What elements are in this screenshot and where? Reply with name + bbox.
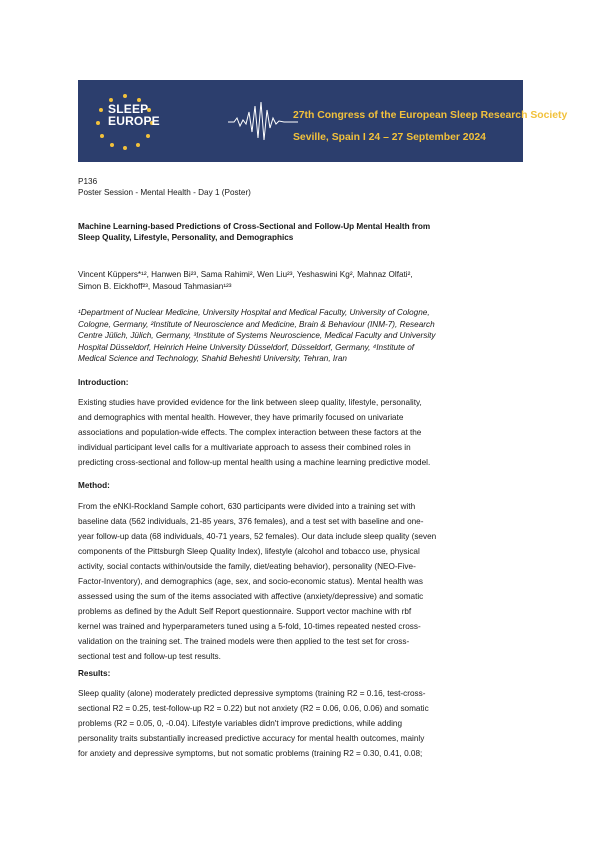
body-line: sectional R2 = 0.25, test-follow-up R2 = 0.22) but not anxiety (R2 = 0.06, 0.06, 0.06) and somatic [78, 704, 429, 713]
body-line: kernel was trained and hyperparameters tuned using a 5-fold, 10-times repeated nested cross- [78, 622, 421, 631]
abstract-title-line-2: Sleep Quality, Lifestyle, Personality, and Demographics [78, 233, 294, 242]
body-line: for anxiety and depressive symptoms, but not somatic problems (training R2 = 0.30, 0.41, 0.08; [78, 749, 423, 758]
abstract-title-line-1: Machine Learning-based Predictions of Cross-Sectional and Follow-Up Mental Health from [78, 222, 431, 231]
authors-line: Simon B. Eickhoff²³, Masoud Tahmasian¹²³ [78, 281, 232, 291]
affiliation-line: Centre Jülich, Jülich, Germany, ³Institute of Systems Neuroscience, Medical Faculty and University [78, 331, 436, 340]
body-line: personality traits substantially increased predictive accuracy for mental health outcomes, mainly [78, 734, 425, 743]
body-line: problems (R2 = 0.05, 0, -0.04). Lifestyle variables didn't improve predictions, while adding [78, 719, 402, 728]
logo-line-2: EUROPE [108, 114, 160, 128]
poster-id: P136 [78, 177, 98, 186]
body-line: sectional test and follow-up test results. [78, 652, 221, 661]
section-body-method [78, 499, 523, 664]
authors [78, 269, 413, 292]
body-line: components of the Pittsburgh Sleep Quality Index), lifestyle (alcohol and tobacco use, physical [78, 547, 420, 556]
session-label: Poster Session - Mental Health - Day 1 (Poster) [78, 188, 251, 197]
authors-line: Vincent Küppers*¹², Hanwen Bi²³, Sama Rahimi², Wen Liu²³, Yeshaswini Kg², Mahnaz Olfati², [78, 270, 413, 279]
body-line: assessed using the sum of the items associated with affective (anxiety/depressive) and somatic [78, 592, 424, 601]
congress-location-date: Seville, Spain I 24 – 27 September 2024 [293, 132, 486, 143]
body-line: baseline data (562 individuals, 21-85 years, 376 females), and a test set with baseline and one- [78, 517, 424, 526]
body-line: predicting cross-sectional and follow-up mental health using a machine learning predictive model. [78, 458, 431, 467]
affiliation-line: Cologne, Germany, ²Institute of Neuroscience and Medicine, Brain & Behaviour (INM-7), Research [78, 319, 435, 329]
sleep-europe-logo [108, 103, 160, 127]
body-line: problems as defined by the Adult Self Report questionnaire. Support vector machine with rbf [78, 607, 412, 616]
affiliations [78, 307, 436, 365]
body-line: From the eNKI-Rockland Sample cohort, 630 participants were divided into a training set with [78, 502, 416, 511]
body-line: validation on the training set. The trained models were then applied to the test set for cross- [78, 637, 410, 646]
body-line: associations and population-wide effects. The complex interaction between these factors at the [78, 428, 422, 437]
body-line: year follow-up data (68 individuals, 40-71 years, 52 females). Our data include sleep quality (seven [78, 532, 437, 541]
section-heading-introduction: Introduction: [78, 378, 129, 387]
body-line: and demographics with mental health. However, they have primarily focused on univariate [78, 413, 404, 422]
body-line: Existing studies have provided evidence for the link between sleep quality, lifestyle, personality, [78, 398, 422, 407]
affiliation-line: Medical Science and Technology, Shahid Beheshti University, Tehran, Iran [78, 354, 347, 363]
body-line: Sleep quality (alone) moderately predicted depressive symptoms (training R2 = 0.16, test-cross- [78, 689, 426, 698]
body-line: activity, social contacts within/outside the family, diet/eating behavior), personality (NEO-Five- [78, 562, 416, 571]
congress-title: 27th Congress of the European Sleep Research Society [293, 110, 568, 121]
body-line: individual participant level calls for a multivariate approach to assess their combined roles in [78, 443, 411, 452]
affiliation-line: Hospital Düsseldorf, Heinrich Heine University Düsseldorf, Düsseldorf, Germany, ⁴Institute of [78, 342, 415, 352]
congress-banner [78, 80, 568, 162]
section-body-results [78, 686, 523, 761]
section-heading-method: Method: [78, 481, 110, 490]
section-body-introduction [78, 395, 523, 470]
logo-line-1: SLEEP [108, 102, 149, 116]
eeg-wave-icon [228, 98, 298, 144]
body-line: Factor-Inventory), and demographics (age, sex, and socio-economic status). Mental health was [78, 577, 423, 586]
affiliation-line: ¹Department of Nuclear Medicine, University Hospital and Medical Faculty, University of Cologne, [78, 308, 430, 317]
section-heading-results: Results: [78, 669, 111, 678]
